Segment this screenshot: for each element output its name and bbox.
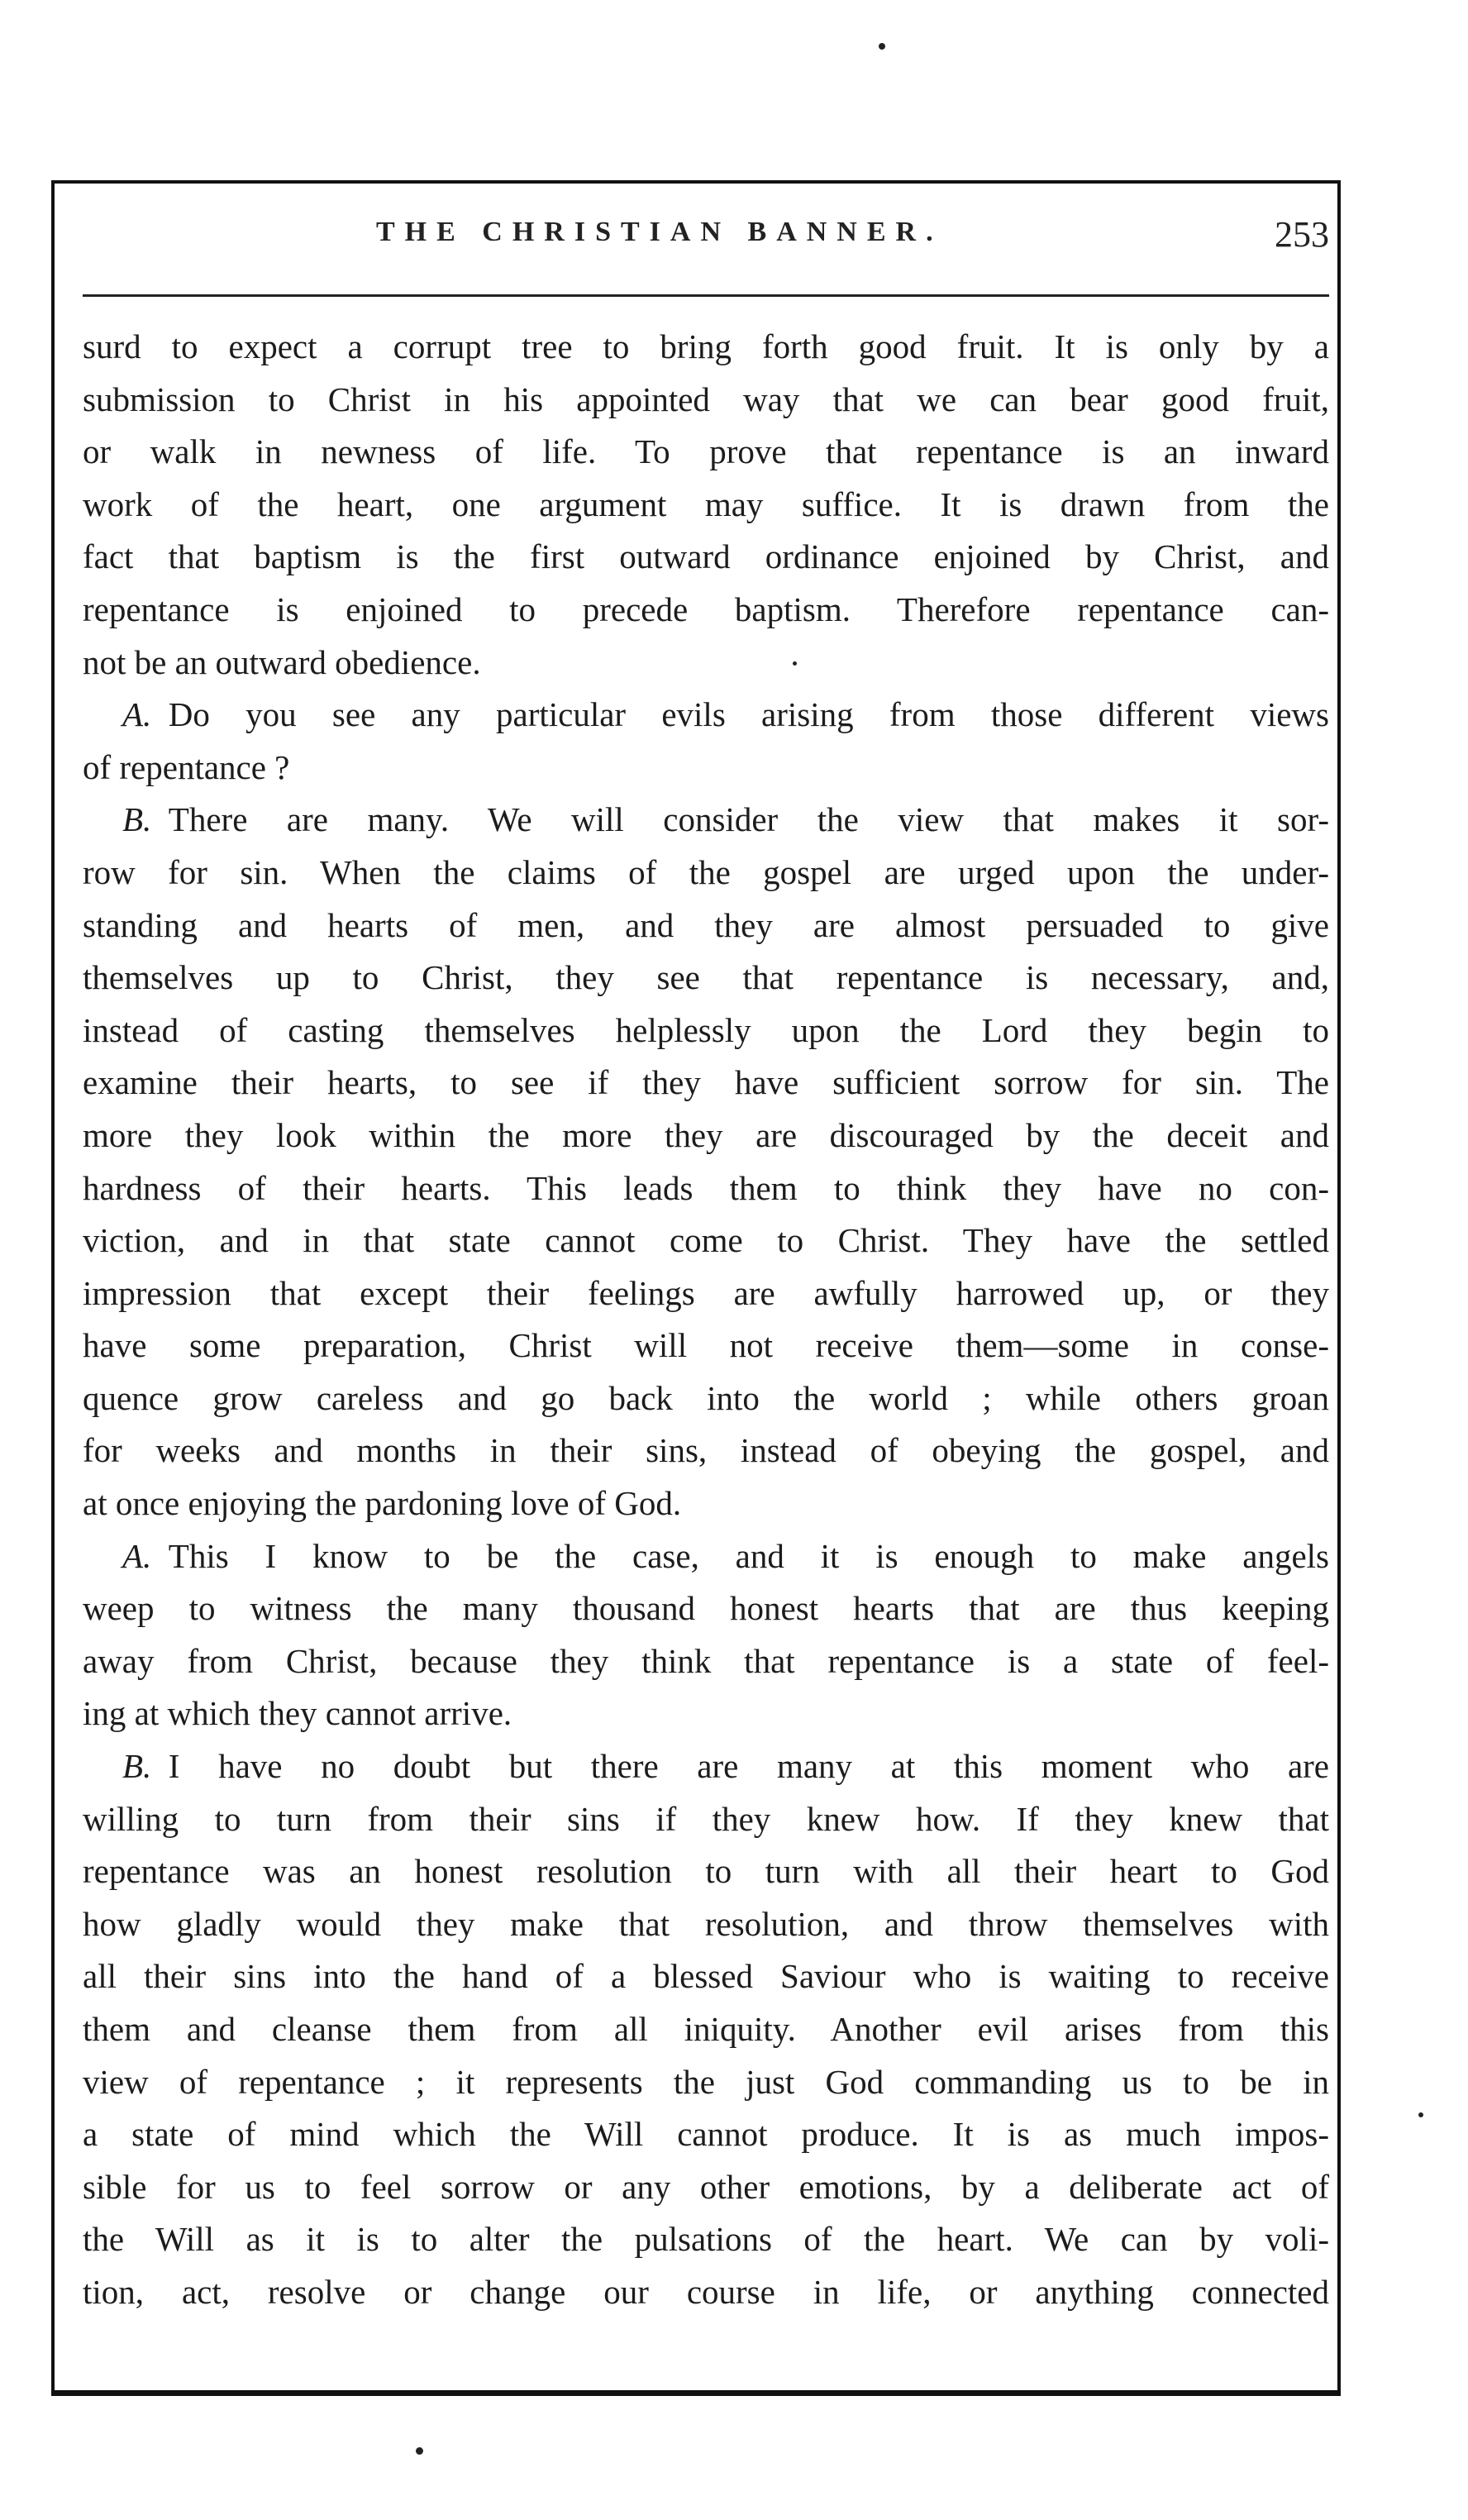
line-text: willing to turn from their sins if they knew how. If they knew that — [83, 1799, 1329, 1838]
line-text: Do you see any particular evils arising from those different views — [168, 695, 1329, 734]
text-line — [83, 689, 1329, 742]
ink-speck — [793, 661, 797, 666]
line-text: This I know to be the case, and it is enough to make angels — [168, 1536, 1329, 1575]
text-line — [83, 321, 1329, 374]
text-line — [83, 2161, 1329, 2214]
text-line — [83, 374, 1329, 427]
line-text: them and cleanse them from all iniquity. Another evil arises from this — [83, 2010, 1329, 2048]
text-line — [83, 1950, 1329, 2003]
text-line — [83, 2266, 1329, 2319]
running-title: THE CHRISTIAN BANNER. — [376, 217, 943, 247]
line-text: weep to witness the many thousand honest hearts that are thus keeping — [83, 1589, 1329, 1628]
line-text: more they look within the more they are discouraged by the deceit and — [83, 1115, 1329, 1154]
line-text: have some preparation, Christ will not receive them—some in conse- — [83, 1326, 1329, 1365]
line-text: hardness of their hearts. This leads them to think they have no con- — [83, 1168, 1329, 1207]
page-number: 253 — [1275, 214, 1329, 255]
line-text: not be an outward obedience. — [83, 642, 481, 681]
text-line — [83, 426, 1329, 479]
line-text: ing at which they cannot arrive. — [83, 1694, 512, 1733]
body-text — [83, 321, 1329, 2319]
text-line — [83, 1110, 1329, 1162]
speaker-label: B. — [122, 800, 152, 839]
text-line — [83, 742, 1329, 795]
text-line — [83, 584, 1329, 637]
text-line — [83, 900, 1329, 952]
line-text: submission to Christ in his appointed way that we can bear good fruit, — [83, 379, 1329, 418]
line-text: view of repentance ; it represents the just God commanding us to be in — [83, 2062, 1329, 2101]
line-text: sible for us to feel sorrow or any other emotions, by a deliberate act of — [83, 2167, 1329, 2206]
text-line — [83, 2213, 1329, 2266]
ink-speck — [1418, 2112, 1423, 2117]
text-line — [83, 1215, 1329, 1267]
ink-speck — [416, 2447, 423, 2455]
text-line — [83, 1267, 1329, 1320]
speaker-label: B. — [122, 1747, 152, 1786]
line-text: themselves up to Christ, they see that repentance is necessary, and, — [83, 958, 1329, 997]
line-text: or walk in newness of life. To prove that repentance is an inward — [83, 432, 1329, 471]
line-text: repentance was an honest resolution to turn with all their heart to God — [83, 1852, 1329, 1891]
text-line — [83, 1530, 1329, 1583]
text-line — [83, 1320, 1329, 1372]
text-line — [83, 1740, 1329, 1793]
line-text: instead of casting themselves helplessly upon the Lord they begin to — [83, 1010, 1329, 1049]
line-text: There are many. We will consider the view that makes it sor- — [168, 800, 1329, 839]
line-text: at once enjoying the pardoning love of God. — [83, 1484, 682, 1523]
line-text: tion, act, resolve or change our course in life, or anything connected — [83, 2272, 1329, 2311]
line-text: how gladly would they make that resolution, and throw themselves with — [83, 1904, 1329, 1943]
text-line — [83, 1372, 1329, 1425]
text-line — [83, 1425, 1329, 1477]
line-text: repentance is enjoined to precede baptism. Therefore repentance can- — [83, 589, 1329, 628]
line-text: quence grow careless and go back into the world ; while others groan — [83, 1378, 1329, 1417]
ink-speck — [879, 43, 885, 50]
text-line — [83, 531, 1329, 584]
line-text: standing and hearts of men, and they are almost persuaded to give — [83, 905, 1329, 944]
text-line — [83, 2056, 1329, 2109]
text-line — [83, 637, 1329, 690]
text-line — [83, 1582, 1329, 1635]
line-text: all their sins into the hand of a blessed Saviour who is waiting to receive — [83, 1957, 1329, 1996]
text-line — [83, 1162, 1329, 1215]
line-text: viction, and in that state cannot come to Christ. They have the settled — [83, 1221, 1329, 1260]
running-head — [83, 213, 1339, 263]
line-text: the Will as it is to alter the pulsations of the heart. We can by voli- — [83, 2220, 1329, 2259]
line-text: of repentance ? — [83, 747, 290, 786]
text-line — [83, 479, 1329, 532]
text-line — [83, 1005, 1329, 1057]
line-text: for weeks and months in their sins, instead of obeying the gospel, and — [83, 1431, 1329, 1470]
text-line — [83, 1687, 1329, 1740]
line-text: I have no doubt but there are many at this moment who are — [168, 1747, 1329, 1786]
header-rule — [83, 294, 1329, 297]
text-line — [83, 794, 1329, 847]
text-line — [83, 2003, 1329, 2056]
line-text: row for sin. When the claims of the gospel are urged upon the under- — [83, 852, 1329, 891]
line-text: examine their hearts, to see if they have sufficient sorrow for sin. The — [83, 1063, 1329, 1102]
text-line — [83, 847, 1329, 900]
text-line — [83, 1845, 1329, 1898]
text-line — [83, 952, 1329, 1005]
line-text: work of the heart, one argument may suffice. It is drawn from the — [83, 484, 1329, 523]
speaker-label: A. — [122, 695, 152, 734]
text-line — [83, 1898, 1329, 1951]
text-line — [83, 1793, 1329, 1846]
text-line — [83, 1635, 1329, 1688]
text-line — [83, 2108, 1329, 2161]
line-text: fact that baptism is the first outward ordinance enjoined by Christ, and — [83, 537, 1329, 576]
speaker-label: A. — [122, 1536, 152, 1575]
line-text: impression that except their feelings are awfully harrowed up, or they — [83, 1273, 1329, 1312]
line-text: away from Christ, because they think that repentance is a state of feel- — [83, 1641, 1329, 1680]
text-line — [83, 1057, 1329, 1110]
line-text: surd to expect a corrupt tree to bring forth good fruit. It is only by a — [83, 327, 1329, 365]
text-line — [83, 1477, 1329, 1530]
line-text: a state of mind which the Will cannot produce. It is as much impos- — [83, 2115, 1329, 2154]
